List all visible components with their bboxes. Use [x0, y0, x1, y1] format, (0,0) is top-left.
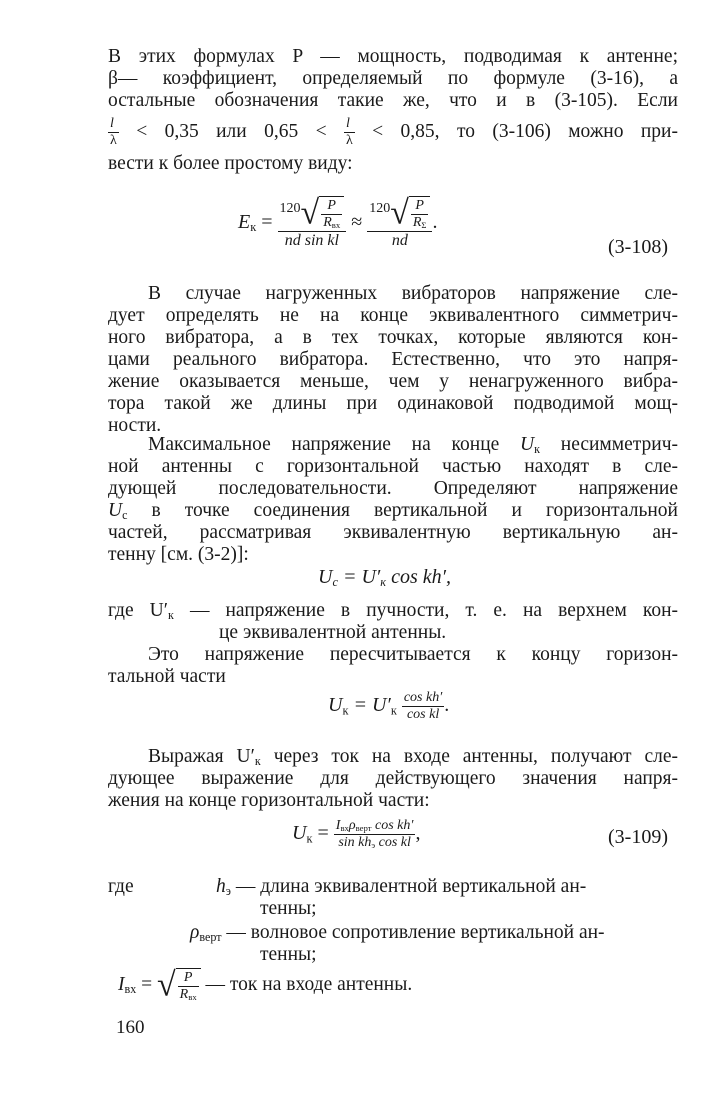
fraction: $^{120}$√ $\frac{P}{R_\Sigma}$ nd [367, 196, 432, 251]
text-line: вести к более простому виду: [108, 153, 353, 175]
text-line: где $U'_к$ — напряжение в пучности, т. е. на верхнем кон- [108, 600, 679, 623]
text-line: це эквивалентной антенны. [219, 622, 447, 643]
text-line: дующее выражение для действующего значения напря- [108, 768, 678, 789]
equation-uk: $U_к = U'_к$ $\frac{\text{cos kh′}}{\text{cos kl}}$ . [328, 690, 450, 723]
text-line: дующей последовательности. Определяют напряжение [108, 478, 678, 499]
definitions-list [108, 876, 678, 1006]
fraction-l-lambda: $\frac{l}{\lambda}$ [345, 116, 353, 149]
text-line: тенну [см. (3-2)]: [108, 544, 249, 565]
definition-h-e: $h_э$ — длина эквивалентной вертикальной ан- [216, 876, 587, 899]
equation-3-108: $E_к$ = $^{120}$√ $\frac{P}{R_{вх}}$ nd sin kl ≈ $^{120}$√ $\frac{P}{R_\Sigma}$ nd . [238, 194, 438, 250]
paragraph-expressing [108, 746, 678, 812]
text-line: β— коэффициент, определяемый по формуле (3-16), а [108, 68, 678, 89]
page-number: 160 [116, 1017, 145, 1038]
text-line: $U_с$ в точке соединения вертикальной и горизонтальной [108, 500, 678, 523]
text-line: В этих формулах P — мощность, подводимая к антенне; [108, 46, 678, 67]
condition-line [108, 116, 678, 149]
text-line: ной антенны с горизонтальной частью находят в сле- [108, 456, 678, 477]
text-line: цами реального вибратора. Естественно, что это напря- [108, 349, 678, 370]
text-line: частей, рассматривая эквивалентную вертикальную ан- [108, 522, 678, 543]
where-label: где [108, 876, 134, 897]
text-line: дует определять не на конце эквивалентного симметрич- [108, 305, 678, 326]
text-line: жения на конце горизонтальной части: [108, 790, 430, 811]
paragraph-formula-notes [108, 46, 678, 175]
paragraph-loaded-vibrators [108, 283, 678, 437]
text-line: Это напряжение пересчитывается к концу горизон- [148, 644, 678, 665]
definition-rho-vert: $\rho_{верт}$ — волновое сопротивление вертикальной ан- [190, 922, 605, 945]
text-line: Выражая $U'_к$ через ток на входе антенны, получают сле- [148, 746, 678, 769]
fraction: $\frac{\text{cos kh′}}{\text{cos kl}}$ [403, 690, 443, 723]
paragraph-max-voltage [108, 434, 678, 566]
text-line: ности. [108, 415, 162, 436]
paragraph-recalc [108, 644, 678, 688]
equation-uc: $U_с = U'_к$ cos kh′, [318, 566, 451, 590]
fraction: $\frac{I_{вх}\rho_{верт} \cos kh'}{\sin kh_э \cos kl}$ [335, 818, 414, 851]
text-line: тальной части [108, 666, 226, 687]
text-line: остальные обозначения такие же, что и в (3-105). Если [108, 90, 678, 111]
definition-i-in: $I_{вх}$ = √ $\frac{P}{R_{вх}}$ — ток на входе антенны. [118, 966, 413, 1004]
text-line: ного вибратора, а в тех точках, которые являются кон- [108, 327, 678, 348]
condition-text: < 0,85, то (3-106) можно при- [372, 121, 678, 143]
fraction-l-lambda: $\frac{l}{\lambda}$ [110, 116, 117, 149]
text-line: В случае нагруженных вибраторов напряжение сле- [148, 283, 678, 304]
definition-u-prime [108, 600, 678, 644]
definition-cont: тенны; [260, 944, 317, 965]
equation-3-109: $U_к$ = $\frac{I_{вх}\rho_{верт} \cos kh'}{\sin kh_э \cos kl}$ , [292, 818, 421, 851]
text-line: Максимальное напряжение на конце $U_к$ несимметрич- [148, 434, 679, 457]
text-line: жение оказывается меньше, чем у ненагруженного вибра- [108, 371, 678, 392]
condition-text: < 0,35 или 0,65 < [136, 121, 327, 143]
fraction: $^{120}$√ $\frac{P}{R_{вх}}$ nd sin kl [278, 196, 347, 251]
definition-cont: тенны; [260, 898, 317, 919]
equation-number: (3-108) [608, 236, 668, 258]
equation-number: (3-109) [608, 826, 668, 848]
text-line: тора такой же длины при одинаковой подводимой мощ- [108, 393, 678, 414]
